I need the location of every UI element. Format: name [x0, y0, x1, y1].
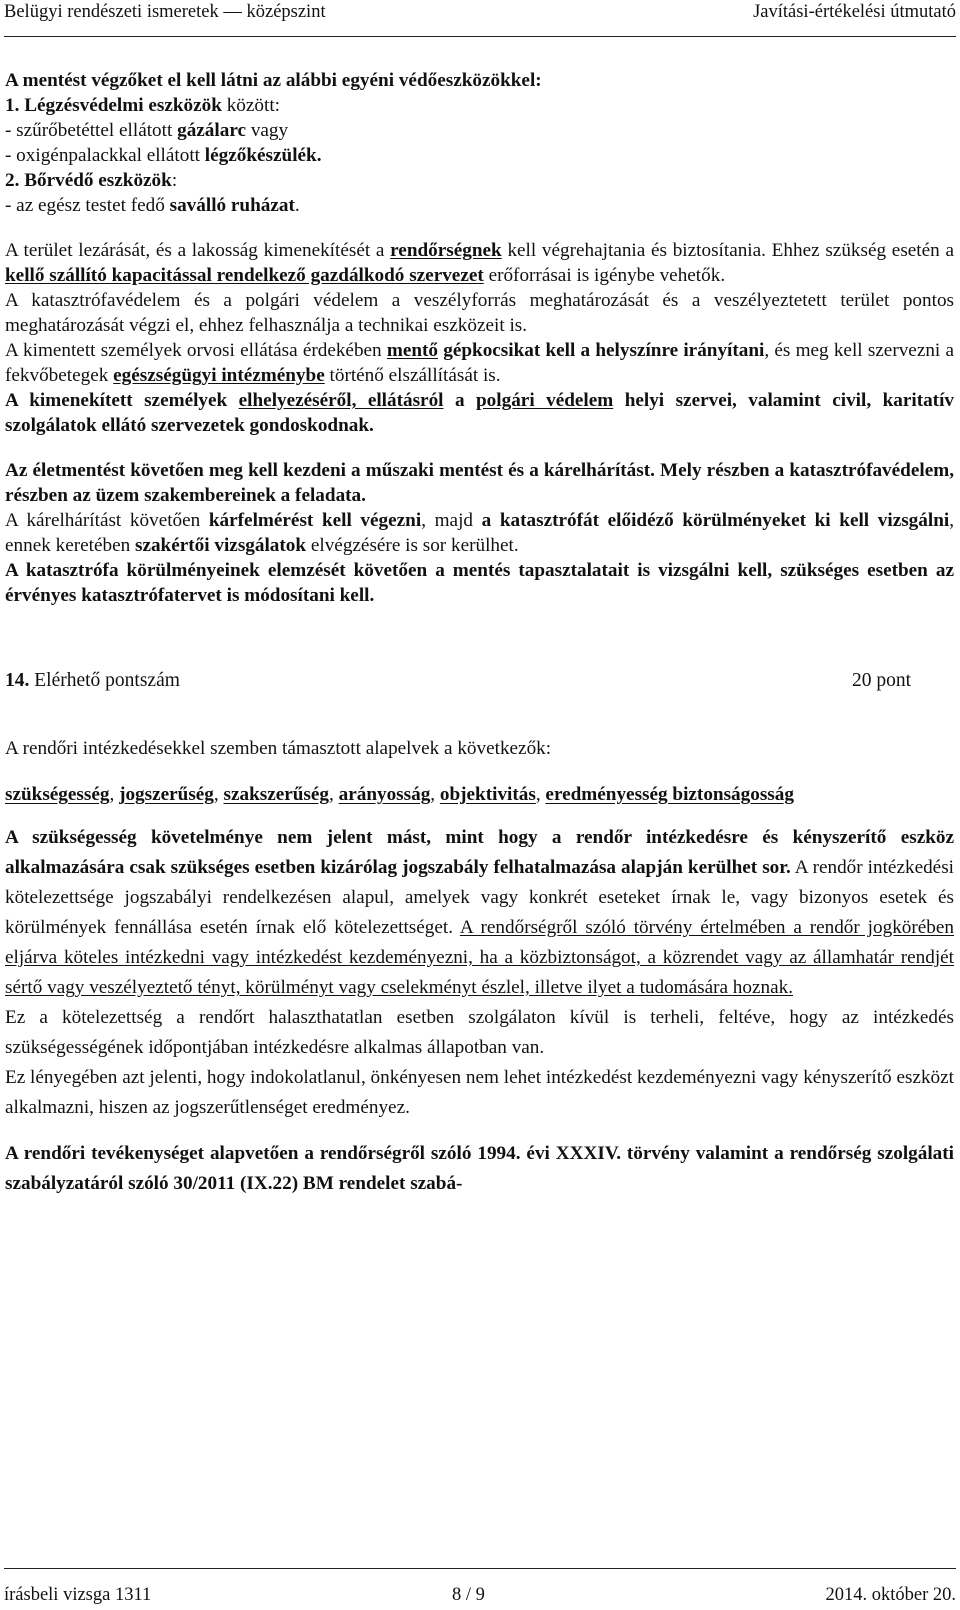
- paragraph-necessity-requirement: A szükségesség követelménye nem jelent mást, mint hogy a rendőr intézkedésre és kényszerítő eszköz alkalmazására csak szükséges esetben kizárólag jogszabály felhatalmazása alapján kerülhet sor. A rendőr intézkedési kötelezettsége jogszabályi rendelkezésen alapul, amelyek vagy konkrét eseteket írnak le, vagy bizonyos esetek és körülmények fennállása esetén írnak elő kötelezettséget. A rendőrségről szóló törvény értelmében a rendőr jogkörében eljárva köteles intézkedni vagy intézkedést kezdeményezni, ha a közbiztonságot, a közrendet vagy az államhatár rendjét sértő vagy veszélyeztető tényt, körülményt vagy cselekményt észlel, illetve ilyet a tudomására hoznak.: [5, 827, 954, 998]
- principle-legality: jogszerűség: [119, 784, 214, 805]
- equipment-item-2: 2. Bőrvédő eszközök:: [5, 170, 178, 191]
- question-score-label: Elérhető pontszám: [29, 670, 180, 691]
- question-points: 20 pont: [851, 670, 911, 691]
- page-footer: [4, 1568, 956, 1610]
- principle-proportionality: arányosság: [338, 784, 431, 805]
- paragraph-arbitrariness: Ez lényegében azt jelenti, hogy indokolatlanul, önkényesen nem lehet intézkedést kezdeményezni vagy kényszerítő eszközt alkalmazni, hiszen az jogszerűtlenséget eredményez.: [5, 1067, 954, 1118]
- paragraph-disaster-management: A katasztrófavédelem és a polgári védelem a veszélyforrás meghatározását és a veszélyeztetett terület pontos meghatározását végzi el, ehhez felhasználja a technikai eszközeit is.: [5, 290, 954, 336]
- footer-exam-code: írásbeli vizsga 1311: [4, 1585, 152, 1605]
- equipment-lead: A mentést végzőket el kell látni az alábbi egyéni védőeszközökkel:: [5, 70, 542, 91]
- paragraph-analysis: A katasztrófa körülményeinek elemzését követően a mentés tapasztalatait is vizsgálni kell, szükséges esetben az érvényes katasztrófatervet is módosítani kell.: [5, 560, 954, 606]
- principle-effectiveness-safety: eredményesség biztonságosság: [545, 784, 794, 805]
- equipment-subitem-breathing: - oxigénpalackkal ellátott légzőkészülék.: [5, 145, 322, 166]
- header-exam-title: Belügyi rendészeti ismeretek — középszint: [4, 2, 326, 22]
- principles-list: szükségesség, jogszerűség, szakszerűség, arányosság, objektivitás, eredményesség biztonságosság: [5, 784, 794, 805]
- equipment-item-1: 1. Légzésvédelmi eszközök között:: [5, 95, 280, 116]
- paragraph-technical-rescue: Az életmentést követően meg kell kezdeni a műszaki mentést és a kárelhárítást. Mely részben a katasztrófavédelem, részben az üzem szakembereinek a feladata.: [5, 460, 954, 506]
- question-number: 14.: [5, 670, 30, 691]
- question-14-score: [5, 668, 954, 694]
- paragraph-off-duty-obligation: Ez a kötelezettség a rendőrt halaszthatatlan esetben szolgálaton kívül is terheli, feltéve, hogy az intézkedés szükségességének időpontjában intézkedésre alkalmas állapotban van.: [5, 1007, 954, 1058]
- principles-intro: A rendőri intézkedésekkel szemben támasztott alapelvek a következők:: [5, 738, 552, 759]
- page-header: [4, 0, 956, 37]
- equipment-subitem-gasmask: - szűrőbetéttel ellátott gázálarc vagy: [5, 120, 289, 141]
- principle-professionalism: szakszerűség: [223, 784, 330, 805]
- paragraph-medical-care: A kimentett személyek orvosi ellátása érdekében mentő gépkocsikat kell a helyszínre irányítani, és meg kell szervezni a fekvőbetegek egészségügyi intézménybe történő elszállítását is.: [5, 340, 954, 386]
- paragraph-damage-assessment: A kárelhárítást követően kárfelmérést kell végezni, majd a katasztrófát előidéző körülményeket ki kell vizsgálni, ennek keretében szakértői vizsgálatok elvégzésére is sor kerülhet.: [5, 510, 954, 556]
- paragraph-legal-basis: A rendőri tevékenységet alapvetően a rendőrségről szóló 1994. évi XXXIV. törvény valamint a rendőrség szolgálati szabályzatáról szóló 30/2011 (IX.22) BM rendelet szabá-: [5, 1143, 954, 1194]
- principle-objectivity: objektivitás: [439, 784, 536, 805]
- header-guide-title: Javítási-értékelési útmutató: [753, 2, 956, 22]
- principle-necessity: szükségesség: [5, 784, 110, 805]
- footer-page-number: 8 / 9: [452, 1585, 485, 1605]
- paragraph-evacuee-care: A kimenekített személyek elhelyezéséről, ellátásról a polgári védelem helyi szervei, valamint civil, karitatív szolgálatok ellátó szervezetek gondoskodnak.: [5, 390, 954, 436]
- document-body: [5, 68, 954, 1199]
- protective-equipment-list: [5, 68, 954, 218]
- footer-date: 2014. október 20.: [825, 1585, 956, 1605]
- equipment-subitem-suit: - az egész testet fedő saválló ruházat.: [5, 195, 300, 216]
- paragraph-police-duties: A terület lezárását, és a lakosság kimenekítését a rendőrségnek kell végrehajtania és biztosítania. Ehhez szükség esetén a kellő szállító kapacitással rendelkező gazdálkodó szervezet erőforrásai is igénybe vehetők.: [5, 240, 954, 286]
